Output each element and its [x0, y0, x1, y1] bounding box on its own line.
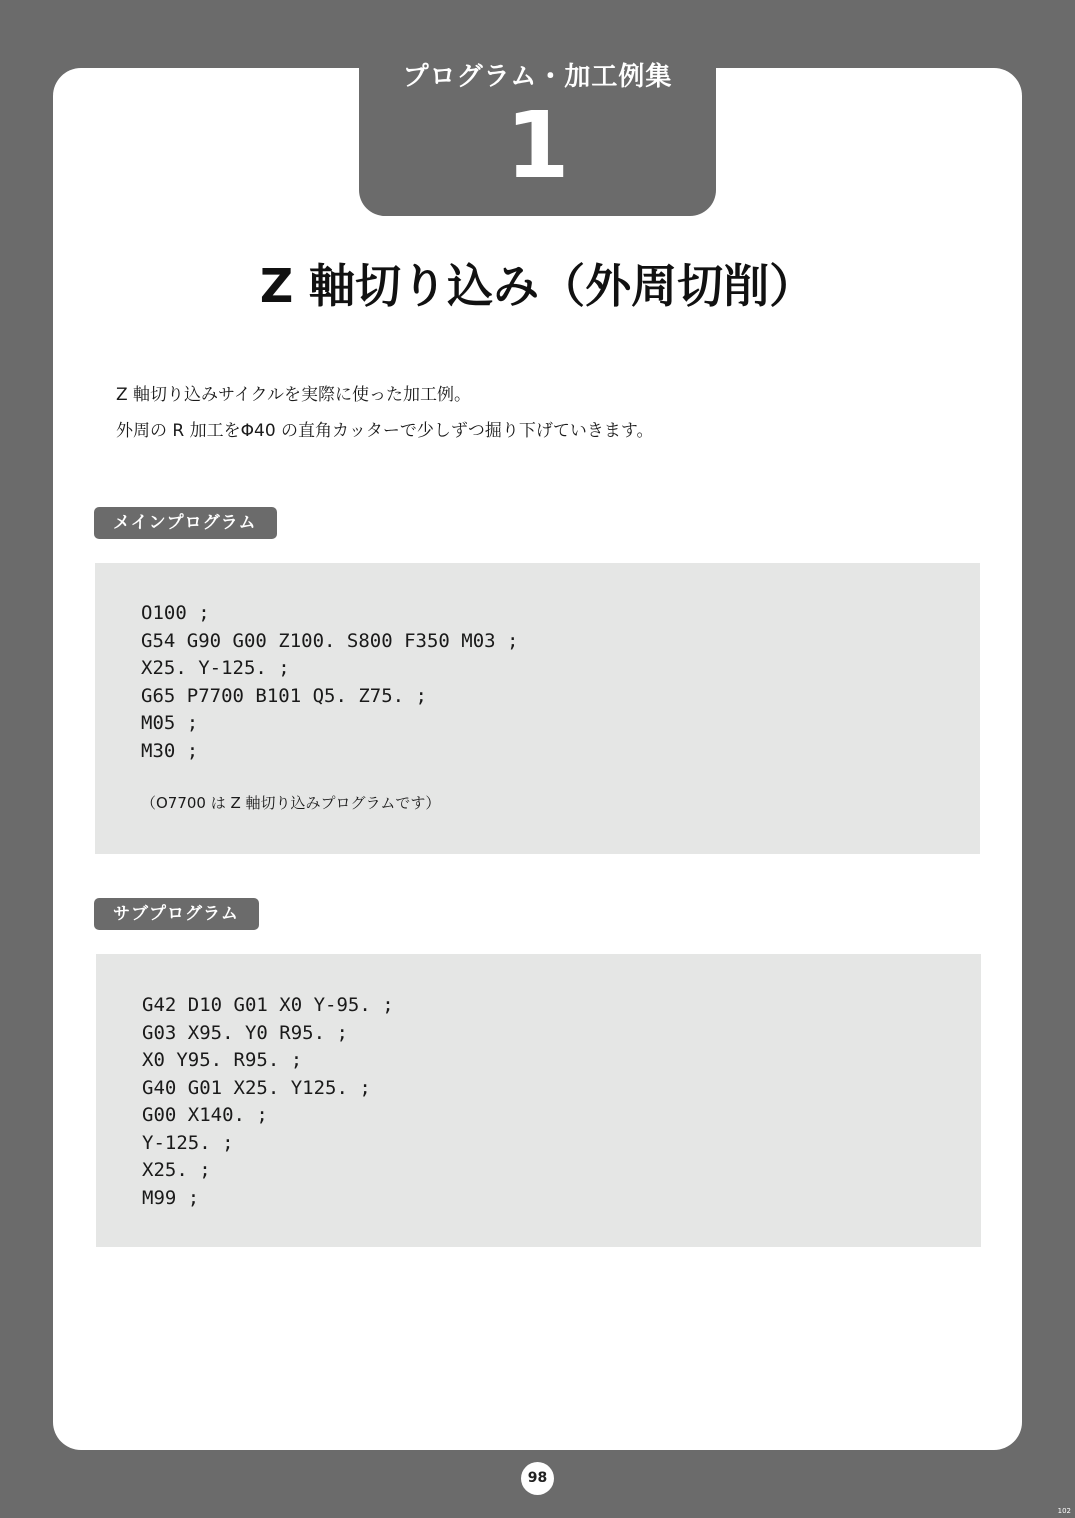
intro-text: [116, 377, 654, 449]
main-program-label: メインプログラム: [94, 507, 277, 539]
example-number: 1: [505, 92, 570, 199]
series-label: プログラム・加工例集: [402, 62, 673, 92]
chapter-tab: [359, 40, 716, 216]
code-line: O100 ;: [141, 602, 210, 624]
code-line: M05 ;: [141, 712, 199, 734]
code-line: X0 Y95. R95. ;: [142, 1049, 303, 1071]
code-line: Y-125. ;: [142, 1131, 234, 1154]
code-line: M99 ;: [142, 1186, 200, 1209]
code-line: X25. Y-125. ;: [141, 657, 290, 679]
code-line: G54 G90 G00 Z100. S800 F350 M03 ;: [141, 629, 519, 652]
code-line: G65 P7700 B101 Q5. Z75. ;: [141, 684, 427, 707]
code-line: G00 X140. ;: [142, 1104, 268, 1126]
code-line: G42 D10 G01 X0 Y-95. ;: [142, 994, 394, 1016]
page-title: Z 軸切り込み（外周切削）: [259, 259, 816, 313]
code-line: G03 X95. Y0 R95. ;: [142, 1021, 348, 1044]
intro-line: 外周の R 加工をΦ40 の直角カッターで少しずつ掘り下げていきます。: [116, 421, 654, 441]
main-program-note: （O7700 は Z 軸切り込みプログラムです）: [141, 794, 441, 812]
folio-number: 102: [1057, 1507, 1071, 1515]
sub-program-label: サブプログラム: [94, 898, 259, 930]
main-program-code-box: [95, 563, 980, 854]
code-line: X25. ;: [142, 1159, 211, 1181]
sub-program-code: [142, 992, 394, 1212]
page-number: 98: [521, 1462, 554, 1495]
sub-program-code-box: [96, 954, 981, 1247]
intro-line: Z 軸切り込みサイクルを実際に使った加工例。: [116, 385, 472, 405]
code-line: M30 ;: [141, 739, 199, 762]
main-program-code: [141, 600, 519, 765]
code-line: G40 G01 X25. Y125. ;: [142, 1076, 371, 1099]
